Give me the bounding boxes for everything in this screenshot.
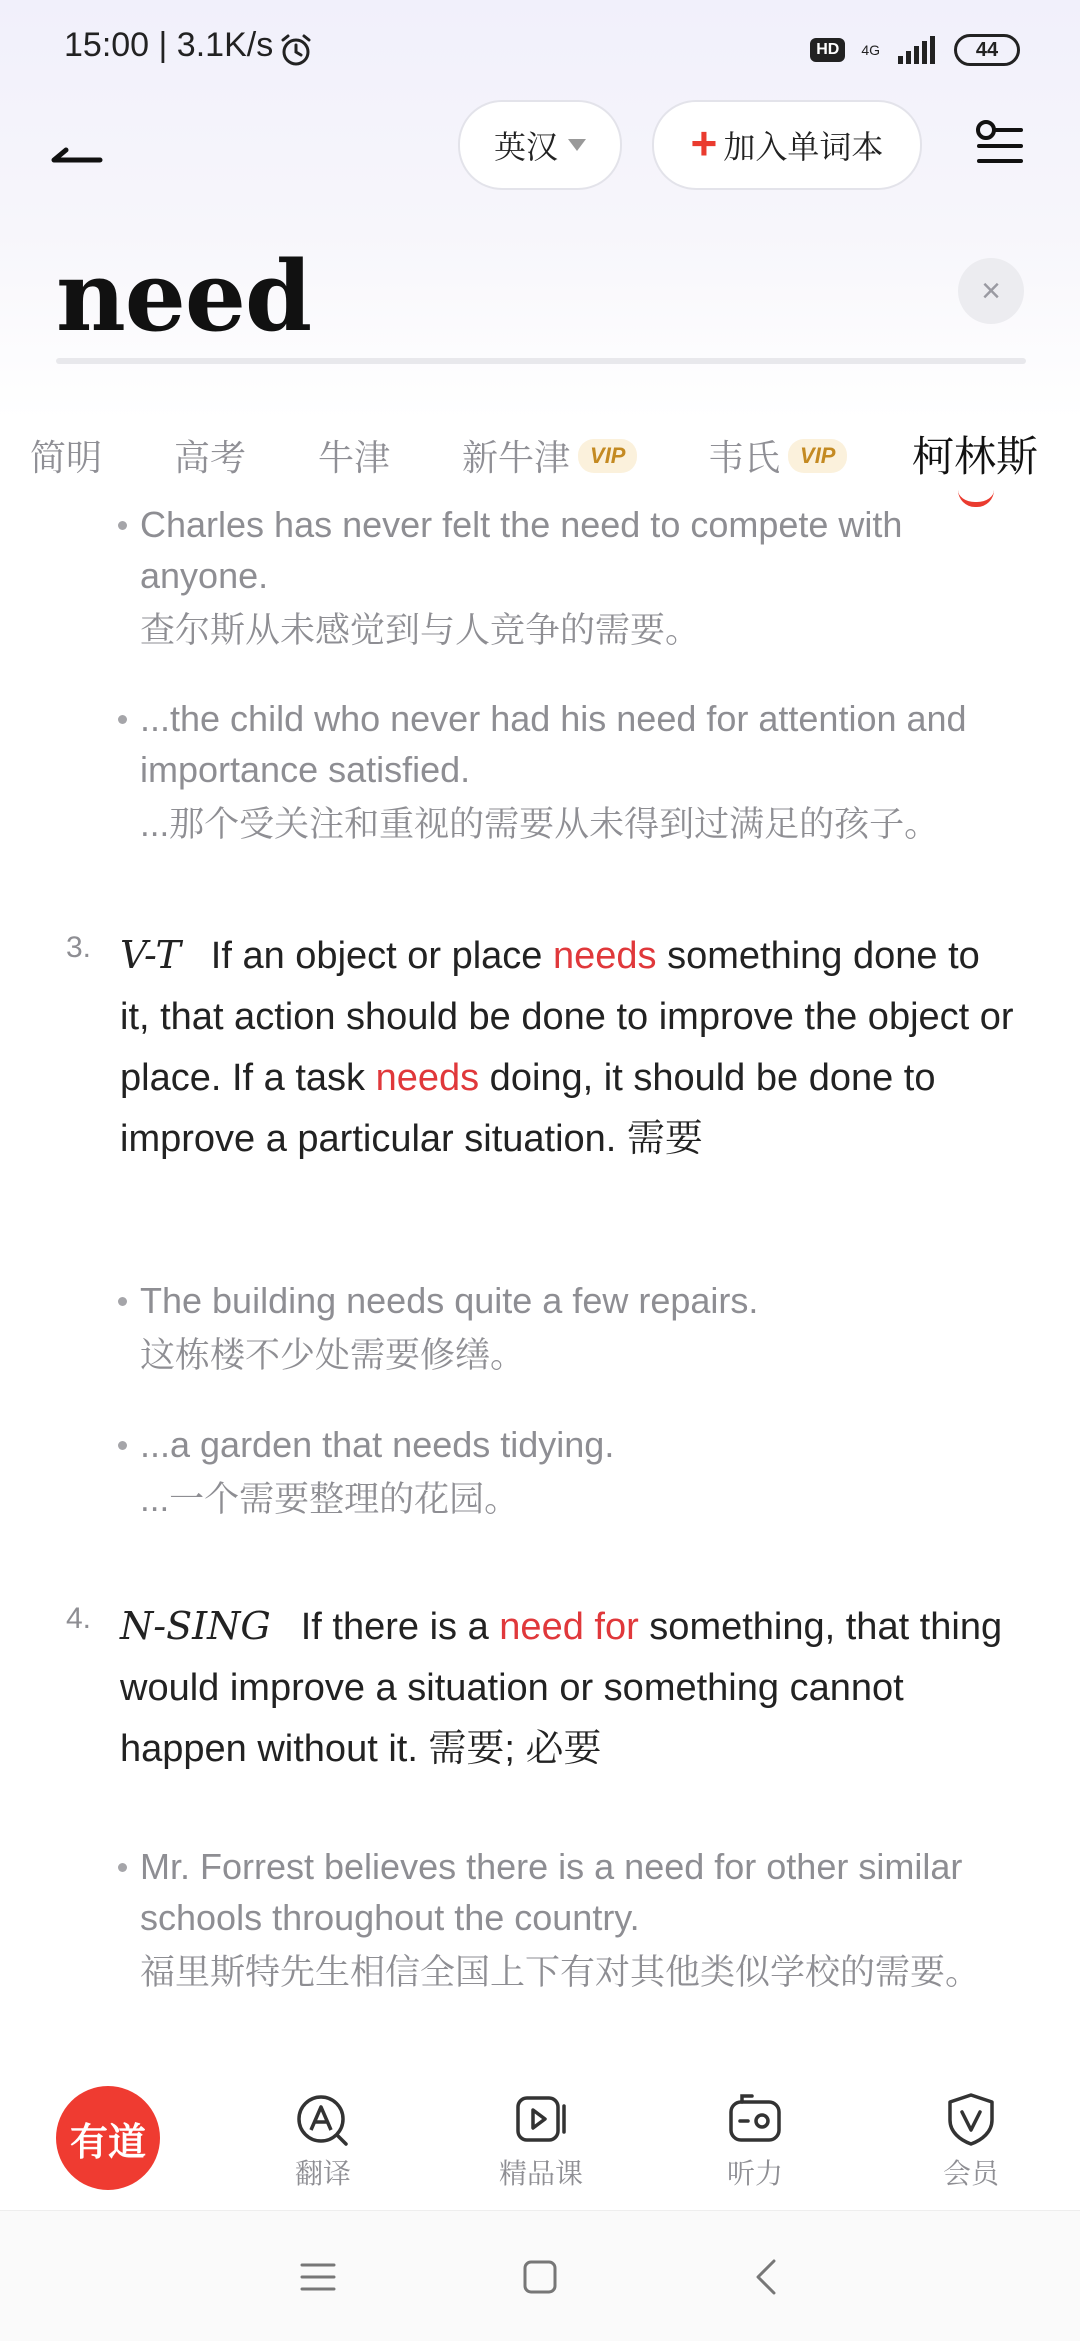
tab-webster[interactable]	[708, 430, 847, 481]
example-item	[118, 505, 1018, 655]
tab-label: 韦氏	[708, 437, 781, 478]
example-chinese: 福里斯特先生相信全国上下有对其他类似学校的需要。	[140, 1953, 981, 1992]
settings-toggle-icon[interactable]	[975, 118, 1027, 168]
system-navigation-bar	[0, 2210, 1080, 2341]
nav-membership[interactable]	[896, 2090, 1046, 2192]
top-toolbar	[0, 100, 1080, 210]
dictionary-tabs	[0, 420, 1080, 510]
status-bar	[0, 0, 1080, 100]
sense-number: 4.	[66, 1602, 92, 1635]
example-chinese: 这栋楼不少处需要修缮。	[140, 1336, 526, 1375]
video-course-icon	[512, 2090, 570, 2148]
youdao-logo-button[interactable]: 有道	[56, 2086, 160, 2190]
nav-label: 听力	[726, 2158, 783, 2189]
bullet	[118, 1297, 127, 1306]
def-text: doing, it should be done to improve a particular situation. 需要	[120, 1057, 936, 1160]
def-text: If there is a	[300, 1606, 500, 1648]
bullet	[118, 1441, 127, 1450]
back-chevron-icon[interactable]	[748, 2257, 788, 2297]
tab-collins[interactable]	[912, 424, 1038, 484]
vip-badge: VIP	[578, 439, 637, 473]
bullet	[118, 715, 127, 724]
caret-down-icon	[568, 139, 586, 151]
hd-badge: HD	[810, 38, 845, 62]
signal-icon	[896, 34, 938, 66]
back-arrow-icon[interactable]	[50, 128, 104, 178]
tab-label: 高考	[174, 437, 247, 478]
example-item	[118, 1275, 1018, 1380]
network-label: 4G	[861, 42, 880, 58]
bottom-navigation	[0, 2060, 1080, 2210]
language-label: 英汉	[493, 129, 558, 165]
add-to-wordbook-button[interactable]	[652, 100, 922, 190]
tab-label: 简明	[30, 437, 103, 478]
listening-icon	[726, 2090, 784, 2148]
language-select-button[interactable]	[458, 100, 622, 190]
menu-icon[interactable]	[298, 2257, 338, 2297]
add-to-wordbook-label: 加入单词本	[723, 129, 884, 165]
def-text: something done to it, that action should be done to improve the object or place. If a task	[120, 935, 1014, 1099]
tab-new-oxford[interactable]	[462, 430, 637, 481]
sense-3	[66, 925, 1016, 1170]
tab-gaokao[interactable]	[174, 430, 246, 481]
nav-premium-courses[interactable]	[466, 2090, 616, 2192]
alarm-icon	[278, 32, 314, 68]
tab-label: 新牛津	[462, 437, 571, 478]
sense-definition	[120, 1596, 1016, 1780]
tab-oxford[interactable]	[318, 430, 390, 481]
home-square-icon[interactable]	[520, 2257, 560, 2297]
search-word[interactable]: need	[56, 240, 312, 353]
example-chinese: 查尔斯从未感觉到与人竞争的需要。	[140, 611, 701, 650]
battery-indicator: 44	[954, 34, 1020, 66]
clear-search-button[interactable]: ×	[958, 258, 1024, 324]
nav-translate[interactable]	[248, 2090, 398, 2192]
tab-label: 柯林斯	[912, 433, 1039, 480]
bullet	[118, 1863, 127, 1872]
example-item	[118, 1841, 1018, 1997]
nav-label: 翻译	[294, 2158, 351, 2189]
vip-shield-icon	[942, 2090, 1000, 2148]
example-chinese: ...那个受关注和重视的需要从未得到过满足的孩子。	[140, 805, 940, 844]
nav-label: 会员	[942, 2158, 999, 2189]
part-of-speech: V-T	[120, 933, 181, 977]
bullet	[118, 521, 127, 530]
example-item	[118, 693, 1018, 849]
example-english: ...the child who never had his need for attention and importance satisfied.	[140, 698, 967, 790]
translate-icon	[294, 2090, 352, 2148]
status-icons	[810, 34, 1020, 66]
def-text: If an object or place	[210, 935, 554, 977]
definition-content[interactable]	[0, 505, 1080, 2060]
example-chinese: ...一个需要整理的花园。	[140, 1480, 520, 1519]
part-of-speech: N-SING	[120, 1604, 271, 1648]
nav-listening[interactable]	[680, 2090, 830, 2192]
status-time: 15:00 | 3.1K/s	[64, 26, 274, 64]
example-english: The building needs quite a few repairs.	[140, 1280, 759, 1321]
example-item	[118, 1419, 1018, 1524]
example-english: Charles has never felt the need to compete with anyone.	[140, 505, 903, 596]
nav-label: 精品课	[498, 2158, 583, 2189]
vip-badge: VIP	[788, 439, 847, 473]
def-highlight: needs	[553, 935, 657, 977]
plus-icon: +	[690, 117, 718, 169]
tab-jianming[interactable]	[30, 430, 102, 481]
def-text: something, that thing would improve a situation or something cannot happen without it. 需要; 必要	[120, 1606, 1003, 1770]
sense-4	[66, 1596, 1016, 1780]
sense-definition	[120, 925, 1016, 1170]
sense-number: 3.	[66, 931, 92, 964]
def-highlight: needs	[375, 1057, 480, 1099]
example-english: Mr. Forrest believes there is a need for other similar schools throughout the country.	[140, 1846, 963, 1938]
example-english: ...a garden that needs tidying.	[140, 1424, 615, 1465]
tab-label: 牛津	[318, 437, 391, 478]
def-highlight: need for	[499, 1606, 639, 1648]
search-underline	[56, 358, 1026, 364]
